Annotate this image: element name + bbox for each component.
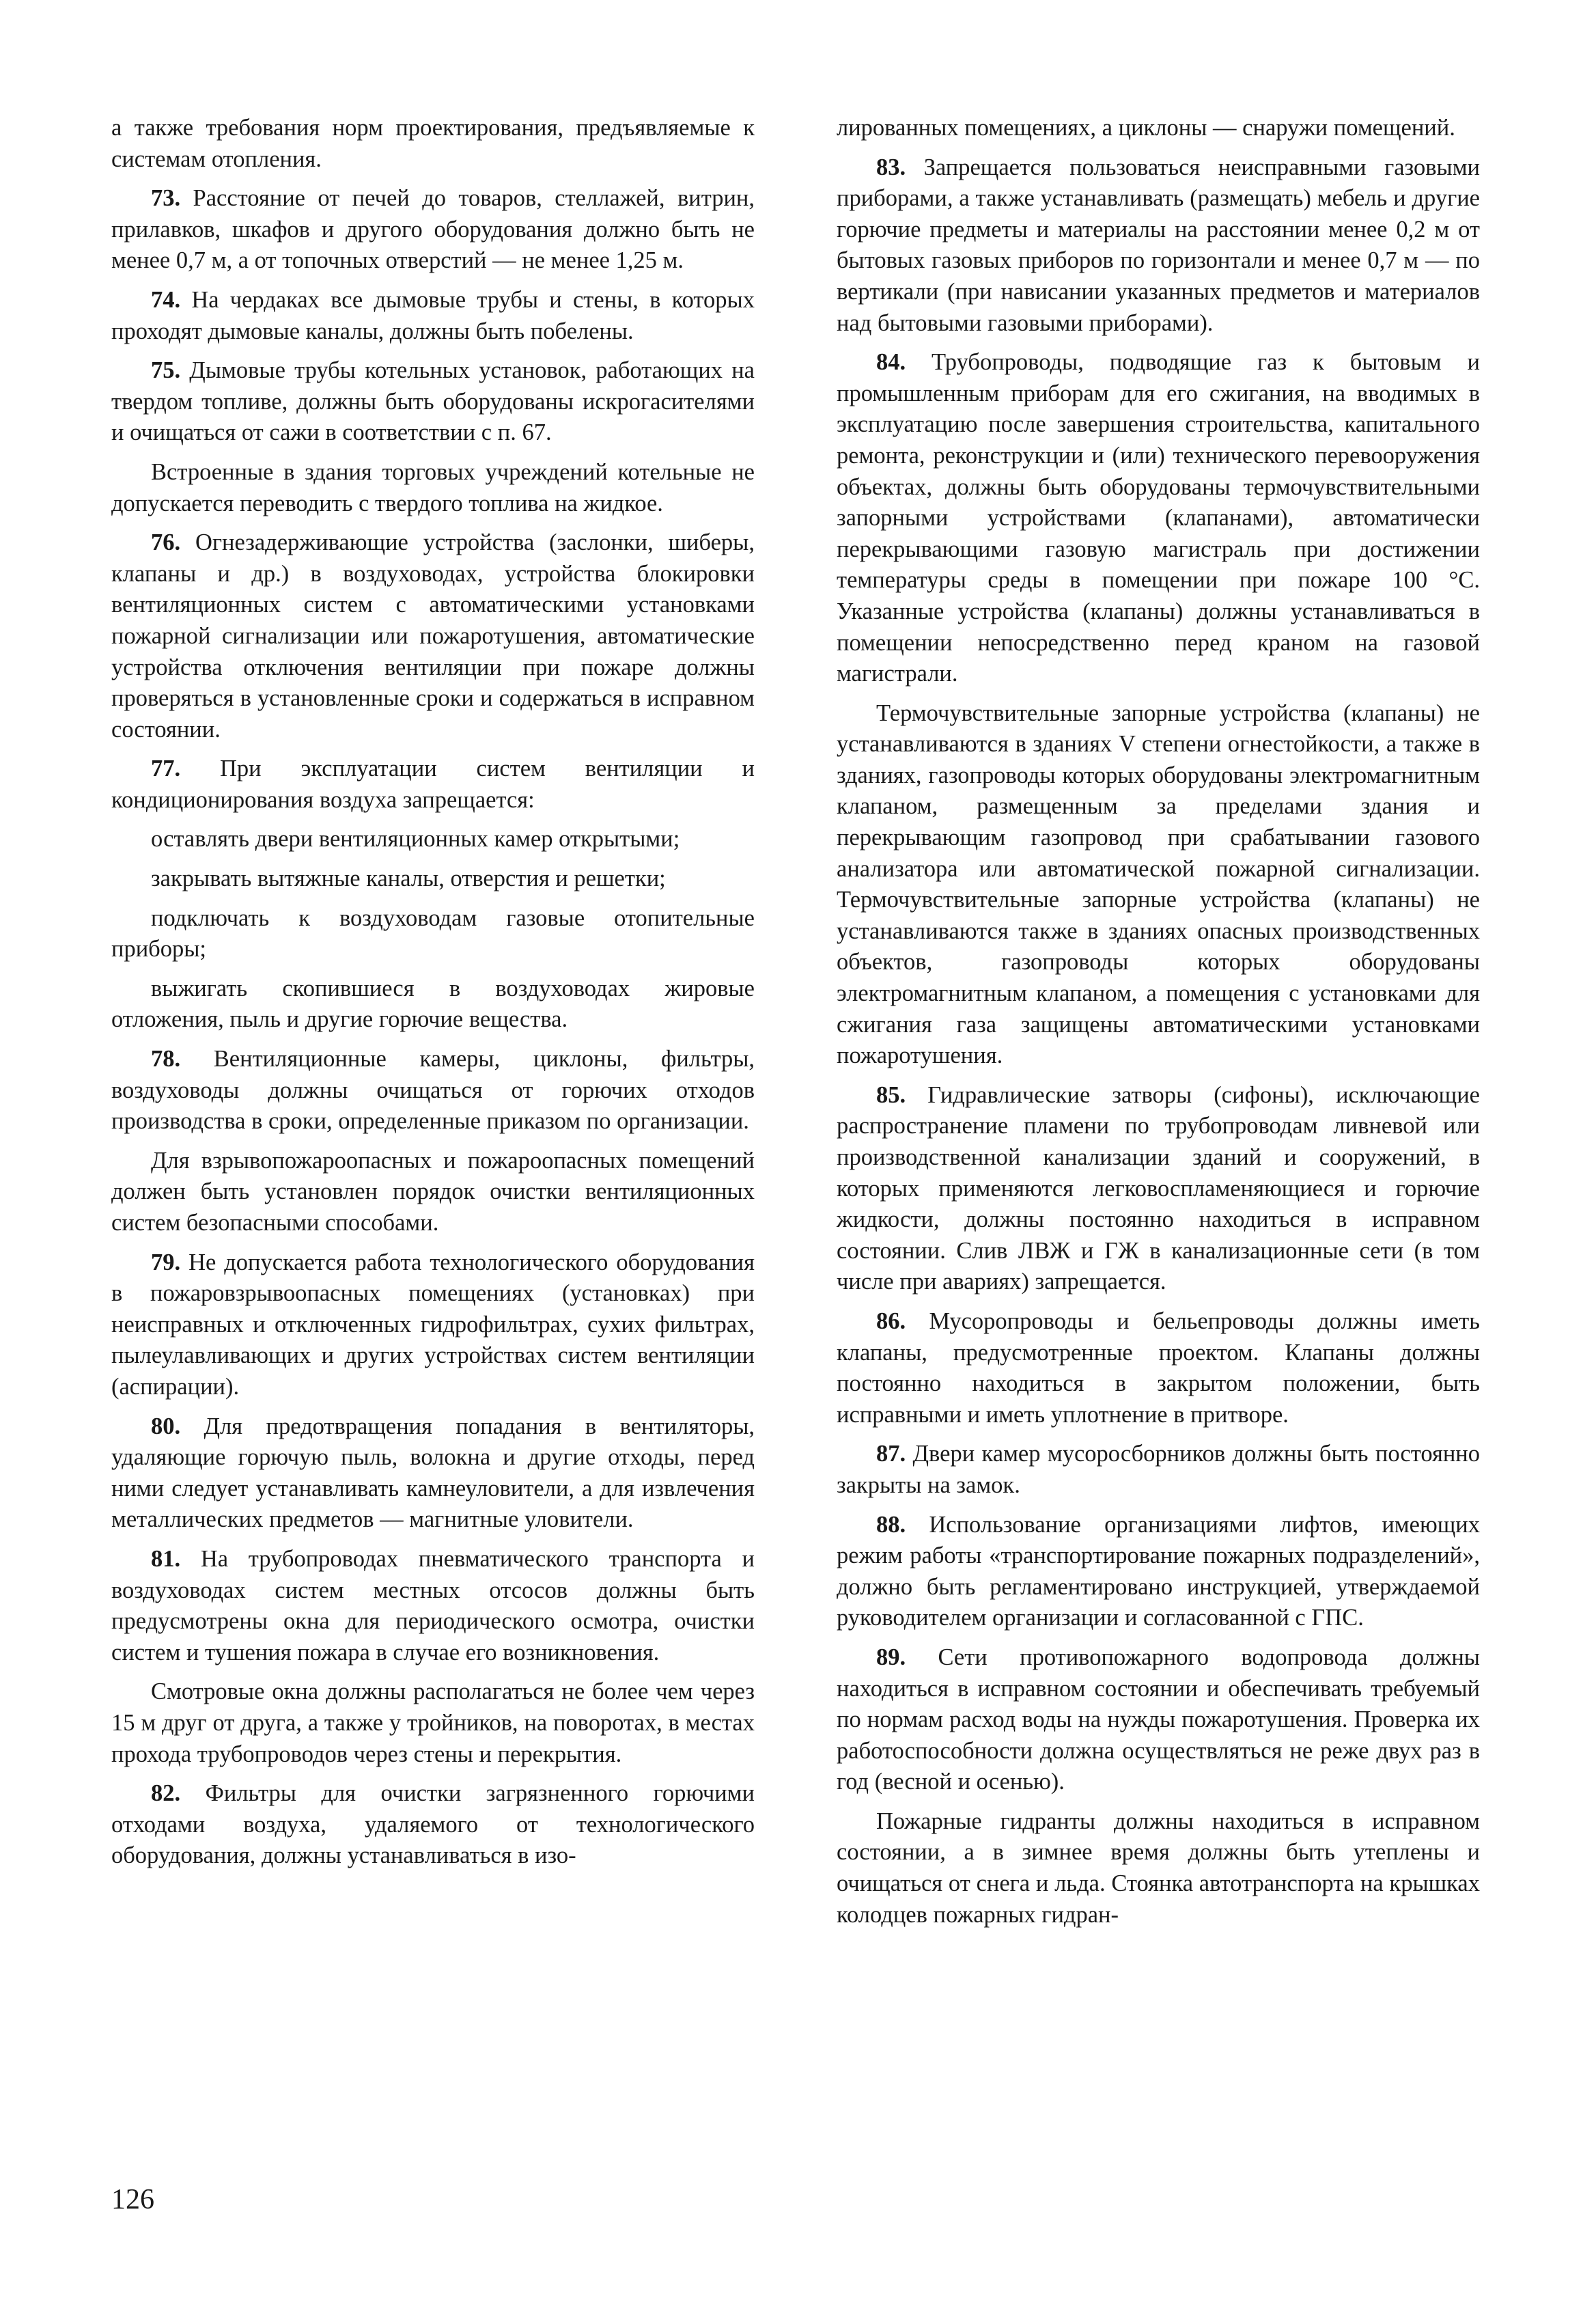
clause-88: 88. Использование организациями лифтов, имеющих режим работы «транспортирование пожарных подразделений», должно быть регламентировано инструкцией, утверждаемой руководителем организации и согласованной с ГПС. <box>837 1511 1480 1631</box>
right-column <box>837 113 1480 1931</box>
paragraph: а также требования норм проектирования, предъявляемые к системам отопления. <box>111 115 755 172</box>
clause-79: 79. Не допускается работа технологического оборудования в пожаровзрывоопасных помещениях (установках) при неисправных и отключенных гидрофильтрах, сухих фильтрах, пылеулавливающих и других устройствах систем вентиляции (аспирации). <box>111 1249 755 1400</box>
list-item: выжигать скопившиеся в воздуховодах жировые отложения, пыль и другие горючие вещества. <box>111 975 755 1033</box>
clause-78: 78. Вентиляционные камеры, циклоны, фильтры, воздуховоды должны очищаться от горючих отходов производства в сроки, определенные приказом по организации. <box>111 1046 755 1135</box>
list-item: подключать к воздуховодам газовые отопительные приборы; <box>111 904 755 963</box>
clause-80: 80. Для предотвращения попадания в вентиляторы, удаляющие горючую пыль, волокна и другие отходы, перед ними следует устанавливать камнеуловители, а для извлечения металлических предметов — магнитные уловители. <box>111 1413 755 1533</box>
clause-87: 87. Двери камер мусоросборников должны быть постоянно закрыты на замок. <box>837 1441 1480 1498</box>
paragraph: Встроенные в здания торговых учреждений котельные не допускается переводить с твердого топлива на жидкое. <box>111 458 755 516</box>
clause-86: 86. Мусоропроводы и бельепроводы должны иметь клапаны, предусмотренные проектом. Клапаны должны постоянно находиться в закрытом положении, быть исправными и иметь уплотнение в притворе. <box>837 1308 1480 1428</box>
clause-89: 89. Сети противопожарного водопровода должны находиться в исправном состоянии и обеспечивать требуемый по нормам расход воды на нужды пожаротушения. Проверка их работоспособности должна осуществляться не реже двух раз в год (весной и осенью). <box>837 1644 1480 1795</box>
page-number: 126 <box>111 2184 154 2215</box>
paragraph: Для взрывопожароопасных и пожароопасных помещений должен быть установлен порядок очистки вентиляционных систем безопасными способами. <box>111 1147 755 1236</box>
list-item: оставлять двери вентиляционных камер открытыми; <box>151 826 680 853</box>
list-item: закрывать вытяжные каналы, отверстия и решетки; <box>151 866 666 892</box>
clause-83: 83. Запрещается пользоваться неисправными газовыми приборами, а также устанавливать (размещать) мебель и другие горючие предметы и материалы на расстоянии менее 0,2 м от бытовых газовых приборов по горизонтали и менее 0,7 м — по вертикали (при нависании указанных предметов и материалов над бытовыми газовыми приборами). <box>837 154 1480 336</box>
paragraph: Термочувствительные запорные устройства (клапаны) не устанавливаются в зданиях V степени огнестойкости, а также в зданиях, газопроводы которых оборудованы электромагнитным клапаном, размещенным за пределами здания и перекрывающим газопровод при срабатывании газового анализатора или автоматической пожарной сигнализации. Термочувствительные запорные устройства (клапаны) не устанавливаются также в зданиях опасных производственных объектов, газопроводы которых оборудованы электромагнитным клапаном, а помещения с установками для сжигания газа защищены автоматическими установками пожаротушения. <box>837 700 1480 1069</box>
clause-76: 76. Огнезадерживающие устройства (заслонки, шиберы, клапаны и др.) в воздуховодах, устройства блокировки вентиляционных систем с автоматическими установками пожарной сигнализации или пожаротушения, автоматические устройства отключения вентиляции при пожаре должны проверяться в установленные сроки и содержаться в исправном состоянии. <box>111 529 755 743</box>
left-column <box>111 113 755 1872</box>
clause-81: 81. На трубопроводах пневматического транспорта и воздуховодах систем местных отсосов должны быть предусмотрены окна для периодического осмотра, очистки систем и тушения пожара в случае его возникновения. <box>111 1545 755 1665</box>
paragraph: Смотровые окна должны располагаться не более чем через 15 м друг от друга, а также у тройников, на поворотах, в местах прохода трубопроводов через стены и перекрытия. <box>111 1678 755 1767</box>
clause-84: 84. Трубопроводы, подводящие газ к бытовым и промышленным приборам для его сжигания, на вводимых в эксплуатацию после завершения строительства, капитального ремонта, реконструкции и (или) технического перевооружения объектах, должны быть оборудованы термочувствительными запорными устройствами (клапанами), автоматически перекрывающими газовую магистраль при достижении температуры среды в помещении при пожаре 100 °С. Указанные устройства (клапаны) должны устанавливаться в помещении непосредственно перед краном на газовой магистрали. <box>837 349 1480 687</box>
clause-82: 82. Фильтры для очистки загрязненного горючими отходами воздуха, удаляемого от технологического оборудования, должны устанавливаться в изо- <box>111 1780 755 1869</box>
paragraph: лированных помещениях, а циклоны — снаружи помещений. <box>837 115 1455 141</box>
clause-74: 74. На чердаках все дымовые трубы и стены, в которых проходят дымовые каналы, должны быть побелены. <box>111 286 755 344</box>
clause-85: 85. Гидравлические затворы (сифоны), исключающие распространение пламени по трубопроводам ливневой или производственной канализации зданий и сооружений, в которых применяются легковоспламеняющиеся и горючие жидкости, должны постоянно находиться в исправном состоянии. Слив ЛВЖ и ГЖ в канализационные сети (в том числе при авариях) запрещается. <box>837 1081 1480 1295</box>
paragraph: Пожарные гидранты должны находиться в исправном состоянии, а в зимнее время должны быть утеплены и очищаться от снега и льда. Стоянка автотранспорта на крышках колодцев пожарных гидран- <box>837 1808 1480 1928</box>
clause-77: 77. При эксплуатации систем вентиляции и кондиционирования воздуха запрещается: <box>111 756 755 813</box>
clause-75: 75. Дымовые трубы котельных установок, работающих на твердом топливе, должны быть оборудованы искрогасителями и очищаться от сажи в соответствии с п. 67. <box>111 357 755 446</box>
clause-73: 73. Расстояние от печей до товаров, стеллажей, витрин, прилавков, шкафов и другого оборудования должно быть не менее 0,7 м, а от топочных отверстий — не менее 1,25 м. <box>111 185 755 274</box>
